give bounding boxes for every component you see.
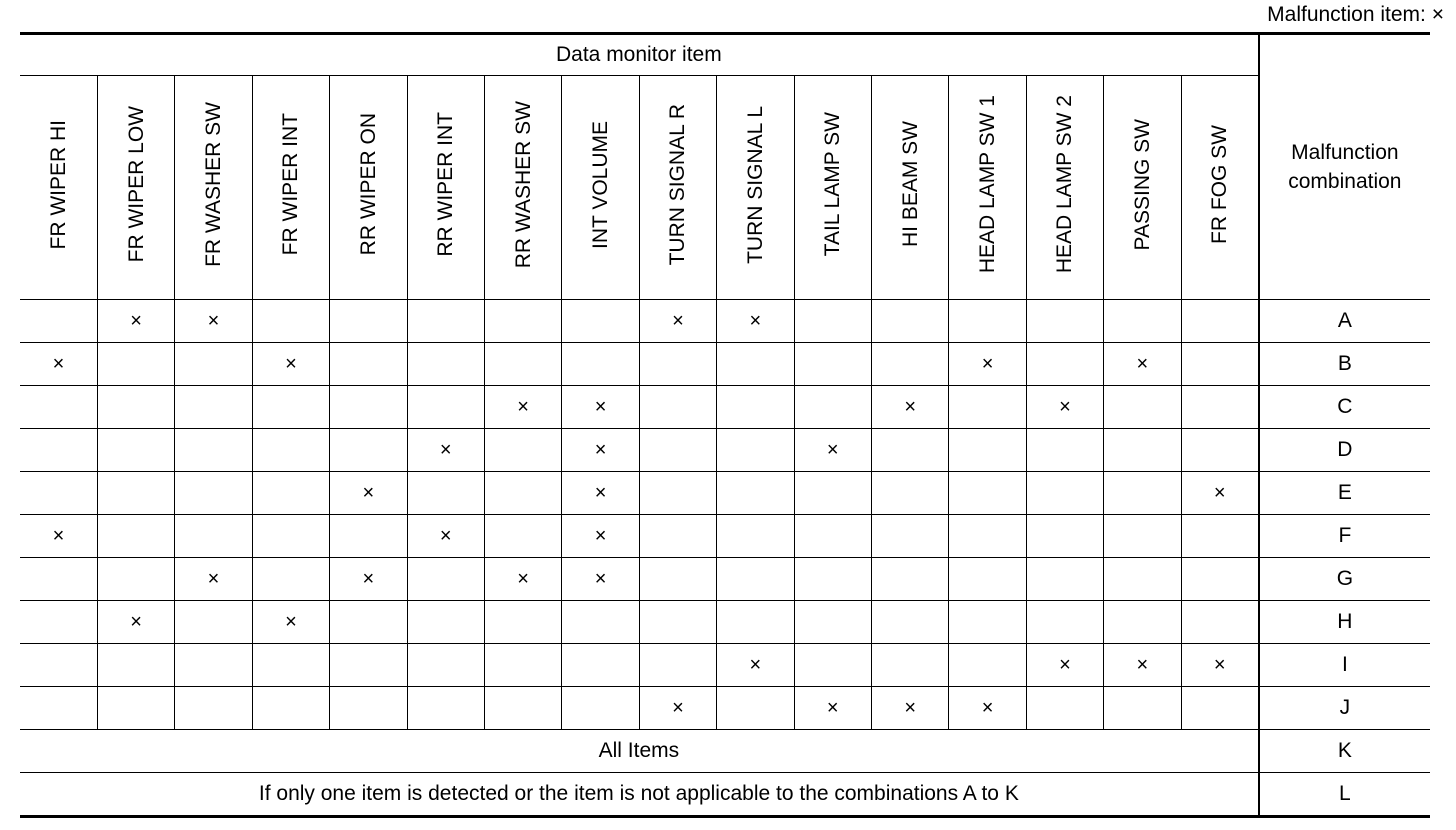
table-cell [639,687,716,730]
table-cell [252,300,329,343]
table-cell [252,687,329,730]
table-cell [949,644,1026,687]
column-header [484,76,561,300]
table-cell [175,472,252,515]
table-row [20,687,1430,730]
table-cell [871,515,948,558]
table-cell [717,300,794,343]
column-header-label: FR WIPER INT [279,113,303,256]
table-cell [639,300,716,343]
table-cell [794,601,871,644]
table-cell [949,687,1026,730]
table-cell [330,472,407,515]
malfunction-mark: × [517,568,529,590]
column-header-label: TURN SIGNAL R [666,103,690,266]
table-cell [1181,429,1259,472]
column-header-label: FR WASHER SW [202,102,226,267]
table-cell [97,300,174,343]
table-cell [1104,300,1181,343]
table-cell [1026,515,1103,558]
table-cell [20,472,97,515]
span-row-text: All Items [20,730,1259,773]
table-cell [330,429,407,472]
table-cell [1181,515,1259,558]
table-cell [330,515,407,558]
table-cell [20,687,97,730]
combination-label: A [1259,300,1430,343]
table-cell [794,687,871,730]
table-cell [484,300,561,343]
table-cell [871,644,948,687]
malfunction-mark: × [981,697,994,719]
table-cell [407,687,484,730]
table-cell [639,343,716,386]
malfunction-mark: × [672,697,684,719]
table-cell [717,601,794,644]
malfunction-mark: × [1136,654,1149,676]
table-cell [1026,343,1103,386]
malfunction-mark: × [207,568,220,590]
table-cell [1026,601,1103,644]
table-cell [871,386,948,429]
table-cell [407,343,484,386]
table-cell [20,429,97,472]
table-cell [20,601,97,644]
table-cell [1181,343,1259,386]
table-cell [252,515,329,558]
table-cell [794,300,871,343]
combination-label: J [1259,687,1430,730]
table-cell [330,558,407,601]
table-cell [1181,472,1259,515]
table-cell [407,515,484,558]
table-cell [949,300,1026,343]
table-cell [175,601,252,644]
table-cell [97,558,174,601]
column-header [717,76,794,300]
table-cell [1104,386,1181,429]
table-cell [20,644,97,687]
table-cell [562,687,639,730]
table-cell [871,601,948,644]
column-header [871,76,948,300]
table-cell [484,687,561,730]
table-cell [1104,429,1181,472]
column-header [1104,76,1181,300]
table-cell [1026,644,1103,687]
table-row [20,472,1430,515]
table-cell [1104,472,1181,515]
table-cell [1104,644,1181,687]
column-header-label: FR WIPER HI [46,119,70,250]
table-cell [407,601,484,644]
table-cell [175,343,252,386]
column-header-label: FR WIPER LOW [124,106,148,263]
malfunction-mark: × [904,697,917,719]
table-group-header-row [20,34,1430,76]
column-header [639,76,716,300]
table-cell [717,429,794,472]
malfunction-mark: × [285,611,297,633]
table-cell [562,601,639,644]
table-cell [562,558,639,601]
table-cell [97,601,174,644]
table-cell [794,343,871,386]
malfunction-mark: × [1213,654,1226,676]
table-cell [1104,343,1181,386]
table-cell [1181,687,1259,730]
column-header [330,76,407,300]
table-cell [949,515,1026,558]
table-row [20,300,1430,343]
column-header [407,76,484,300]
table-row [20,601,1430,644]
table-cell [562,515,639,558]
column-header [1181,76,1259,300]
malfunction-mark: × [749,310,762,332]
table-cell [717,343,794,386]
table-cell [562,472,639,515]
table-cell [1181,558,1259,601]
table-cell [639,386,716,429]
table-cell [484,429,561,472]
table-cell [330,343,407,386]
table-cell [794,515,871,558]
table-cell [1181,386,1259,429]
table-cell [20,515,97,558]
table-cell [330,644,407,687]
column-header-label: RR WIPER ON [356,113,380,256]
column-header [562,76,639,300]
table-cell [330,601,407,644]
column-header-label: HEAD LAMP SW 2 [1053,95,1077,274]
table-cell [97,343,174,386]
column-header [175,76,252,300]
table-cell [1181,601,1259,644]
table-cell [175,386,252,429]
table-cell [252,429,329,472]
table-cell [562,343,639,386]
combination-label: I [1259,644,1430,687]
malfunction-mark: × [594,482,607,504]
malfunction-mark: × [594,525,607,547]
table-cell [1104,601,1181,644]
table-cell [330,300,407,343]
table-cell [1104,687,1181,730]
column-header [1026,76,1103,300]
table-cell [794,558,871,601]
table-cell [1026,300,1103,343]
table-cell [717,386,794,429]
table-cell [871,558,948,601]
table-cell [562,300,639,343]
table-cell [252,644,329,687]
column-header [252,76,329,300]
table-cell [794,644,871,687]
table-cell [1104,515,1181,558]
table-cell [175,300,252,343]
column-header [794,76,871,300]
table-cell [407,644,484,687]
malfunction-mark: × [1136,353,1149,375]
table-cell [871,429,948,472]
table-cell [794,472,871,515]
table-cell [562,644,639,687]
table-cell [1026,687,1103,730]
table-cell [175,687,252,730]
table-cell [97,644,174,687]
malfunction-mark: × [826,697,839,719]
table-row [20,515,1430,558]
table-cell [794,429,871,472]
table-cell [175,429,252,472]
table-row [20,730,1430,773]
table-cell [1026,429,1103,472]
combination-label: B [1259,343,1430,386]
column-header-label: RR WIPER INT [434,112,458,257]
table-cell [97,687,174,730]
table-row [20,429,1430,472]
malfunction-mark: × [1213,482,1226,504]
table-cell [407,300,484,343]
table-cell [484,472,561,515]
column-header-label: HI BEAM SW [898,121,922,248]
column-header-label: TURN SIGNAL L [743,105,767,264]
malfunction-mark: × [52,353,65,375]
malfunction-mark: × [1059,396,1071,418]
table-cell [252,558,329,601]
table-cell [717,515,794,558]
table-cell [639,429,716,472]
table-cell [330,386,407,429]
malfunction-combination-header-text: Malfunction combination [1288,141,1402,193]
table-cell [252,472,329,515]
malfunction-combination-table [20,32,1430,818]
column-header-label: PASSING SW [1130,118,1154,251]
table-cell [717,687,794,730]
malfunction-mark: × [594,568,607,590]
table-cell [97,386,174,429]
malfunction-mark: × [826,439,839,461]
table-cell [20,300,97,343]
table-cell [175,515,252,558]
combination-label: D [1259,429,1430,472]
combination-label: C [1259,386,1430,429]
table-cell [97,515,174,558]
table-cell [639,515,716,558]
table-cell [252,386,329,429]
table-cell [20,386,97,429]
table-cell [484,558,561,601]
table-row [20,644,1430,687]
legend: Malfunction item: × [1267,3,1444,26]
combination-label: H [1259,601,1430,644]
table-cell [562,429,639,472]
column-header-label: FR FOG SW [1208,125,1232,244]
table-cell [1026,386,1103,429]
malfunction-mark: × [362,568,375,590]
column-header-label: TAIL LAMP SW [821,112,845,257]
table-cell [717,558,794,601]
column-header [949,76,1026,300]
malfunction-mark: × [904,396,917,418]
table-cell [794,386,871,429]
table-row [20,343,1430,386]
table-cell [949,558,1026,601]
table-cell [1026,558,1103,601]
malfunction-combination-header [1259,34,1430,300]
table-cell [562,386,639,429]
table-cell [484,515,561,558]
table-cell [949,429,1026,472]
table-cell [407,386,484,429]
table-cell [871,687,948,730]
column-header-label: INT VOLUME [589,120,613,249]
malfunction-mark: × [130,310,142,332]
malfunction-mark: × [672,310,684,332]
table-cell [252,601,329,644]
column-header [97,76,174,300]
combination-label: K [1259,730,1430,773]
table-cell [97,472,174,515]
column-header [20,76,97,300]
table-cell [407,429,484,472]
malfunction-mark: × [594,439,607,461]
table-cell [175,558,252,601]
table-cell [949,386,1026,429]
table-cell [20,343,97,386]
table-cell [1181,644,1259,687]
span-row-text: If only one item is detected or the item is not applicable to the combinations A to K [20,773,1259,817]
combination-label: F [1259,515,1430,558]
combination-label: L [1259,773,1430,817]
malfunction-mark: × [594,396,607,418]
table-cell [639,558,716,601]
table-cell [175,644,252,687]
table-cell [407,558,484,601]
malfunction-mark: × [1059,654,1071,676]
table-cell [1026,472,1103,515]
table-cell [949,472,1026,515]
table-cell [484,343,561,386]
table-cell [484,386,561,429]
table-cell [717,472,794,515]
table-cell [949,601,1026,644]
table-cell [639,472,716,515]
table-cell [639,601,716,644]
table-cell [717,644,794,687]
data-monitor-item-header: Data monitor item [20,34,1259,76]
column-header-label: RR WASHER SW [511,100,535,269]
table-cell [484,644,561,687]
malfunction-mark: × [130,611,142,633]
table-cell [1104,558,1181,601]
malfunction-mark: × [517,396,529,418]
table-row [20,773,1430,817]
table-column-header-row [20,76,1430,300]
combination-label: E [1259,472,1430,515]
table-cell [330,687,407,730]
table-row [20,558,1430,601]
malfunction-mark: × [749,654,762,676]
table-cell [871,343,948,386]
table-cell [97,429,174,472]
malfunction-mark: × [362,482,375,504]
malfunction-mark: × [207,310,220,332]
malfunction-mark: × [439,439,452,461]
column-header-label: HEAD LAMP SW 1 [976,95,1000,274]
malfunction-mark: × [52,525,65,547]
malfunction-mark: × [981,353,994,375]
table-cell [639,644,716,687]
table-cell [20,558,97,601]
combination-label: G [1259,558,1430,601]
table-cell [871,300,948,343]
table-cell [949,343,1026,386]
table-cell [871,472,948,515]
table-cell [407,472,484,515]
malfunction-mark: × [285,353,297,375]
table-cell [1181,300,1259,343]
table-row [20,386,1430,429]
table-cell [252,343,329,386]
table-cell [484,601,561,644]
malfunction-mark: × [439,525,452,547]
